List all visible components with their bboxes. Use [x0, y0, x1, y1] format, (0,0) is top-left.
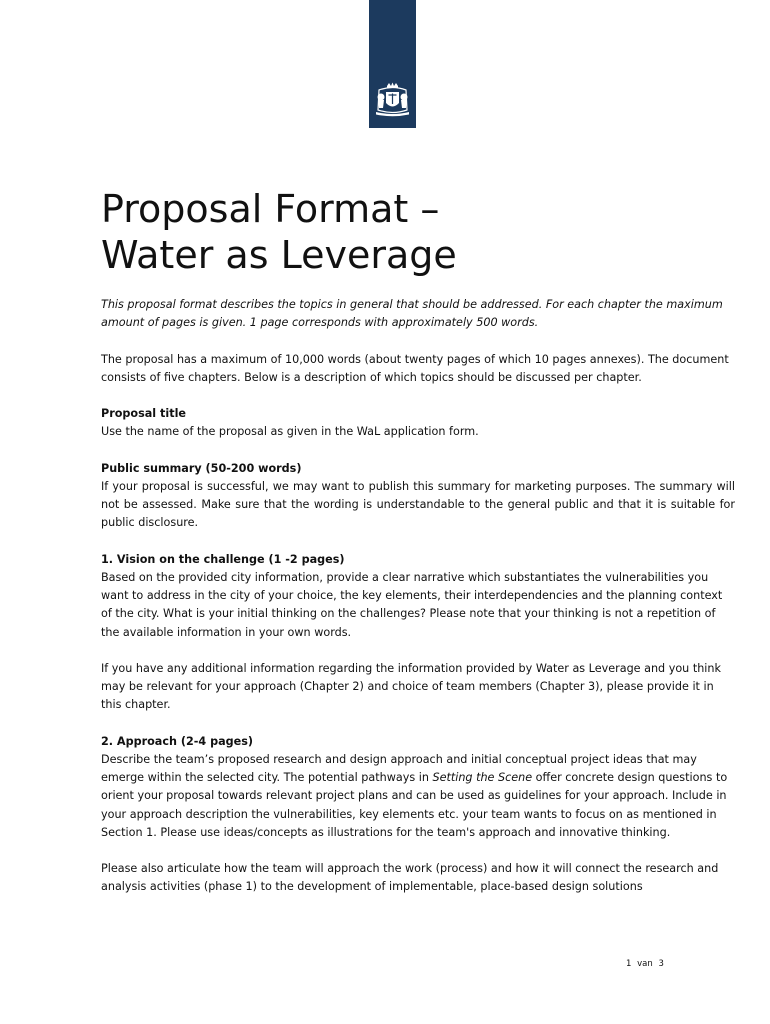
- section-text-start: Describe the team’s proposed research and design approach and initial conceptual project ideas that may emerge within the selected city. The potential pathways in: [101, 752, 697, 785]
- logo-bar: [369, 0, 416, 128]
- setting-the-scene-emphasis: Setting the Scene: [432, 771, 533, 785]
- document-body: [101, 296, 735, 915]
- section-text: Use the name of the proposal as given in the WaL application form.: [101, 425, 479, 439]
- section-text: Based on the provided city information, provide a clear narrative which substantiates the vulnerabilities you want to address in the city of your choice, the key elements, their interdependencies and the planning context of the city. What is your initial thinking on the challenges? Please note that your thinking is not a repetition of the available information in your own words.: [101, 570, 723, 639]
- section-vision: [101, 551, 735, 642]
- section-heading: Proposal title: [101, 407, 186, 421]
- intro-paragraph: This proposal format describes the topics in general that should be addressed. For each chapter the maximum amount of pages is given. 1 page corresponds with approximately 500 words.: [101, 298, 723, 330]
- section-heading: 1. Vision on the challenge (1 -2 pages): [101, 552, 345, 566]
- coat-of-arms-logo-icon: [372, 82, 413, 118]
- section-public-summary: [101, 460, 735, 533]
- page-number: 1 van 3: [626, 959, 664, 969]
- section-approach-paragraph-2: Please also articulate how the team will approach the work (process) and how it will connect the research and analysis activities (phase 1) to the development of implementable, place-based design solutions: [101, 862, 719, 894]
- document-title: [101, 186, 457, 278]
- section-heading: 2. Approach (2-4 pages): [101, 734, 253, 748]
- section-approach: [101, 733, 735, 842]
- section-proposal-title: [101, 405, 735, 441]
- section-text: If your proposal is successful, we may want to publish this summary for marketing purposes. The summary will not be assessed. Make sure that the wording is understandable to the general public and that it is suitable for public disclosure.: [101, 479, 735, 530]
- title-line-2: Water as Leverage: [101, 233, 457, 277]
- title-line-1: Proposal Format –: [101, 187, 440, 231]
- section-heading: Public summary (50-200 words): [101, 461, 302, 475]
- overview-paragraph: The proposal has a maximum of 10,000 words (about twenty pages of which 10 pages annexes). The document consists of five chapters. Below is a description of which topics should be discussed per chapter.: [101, 352, 729, 384]
- section-vision-paragraph-2: If you have any additional information regarding the information provided by Water as Leverage and you think may be relevant for your approach (Chapter 2) and choice of team members (Chapter 3), please provide it in this chapter.: [101, 661, 721, 712]
- section-text-end: offer concrete design questions to orient your proposal towards relevant project plans and can be used as guidelines for your approach. Include in your approach description the vulnerabilities, key elements etc. your team wants to focus on as mentioned in Section 1. Please use ideas/concepts as illustrations for the team's approach and innovative thinking.: [101, 771, 728, 839]
